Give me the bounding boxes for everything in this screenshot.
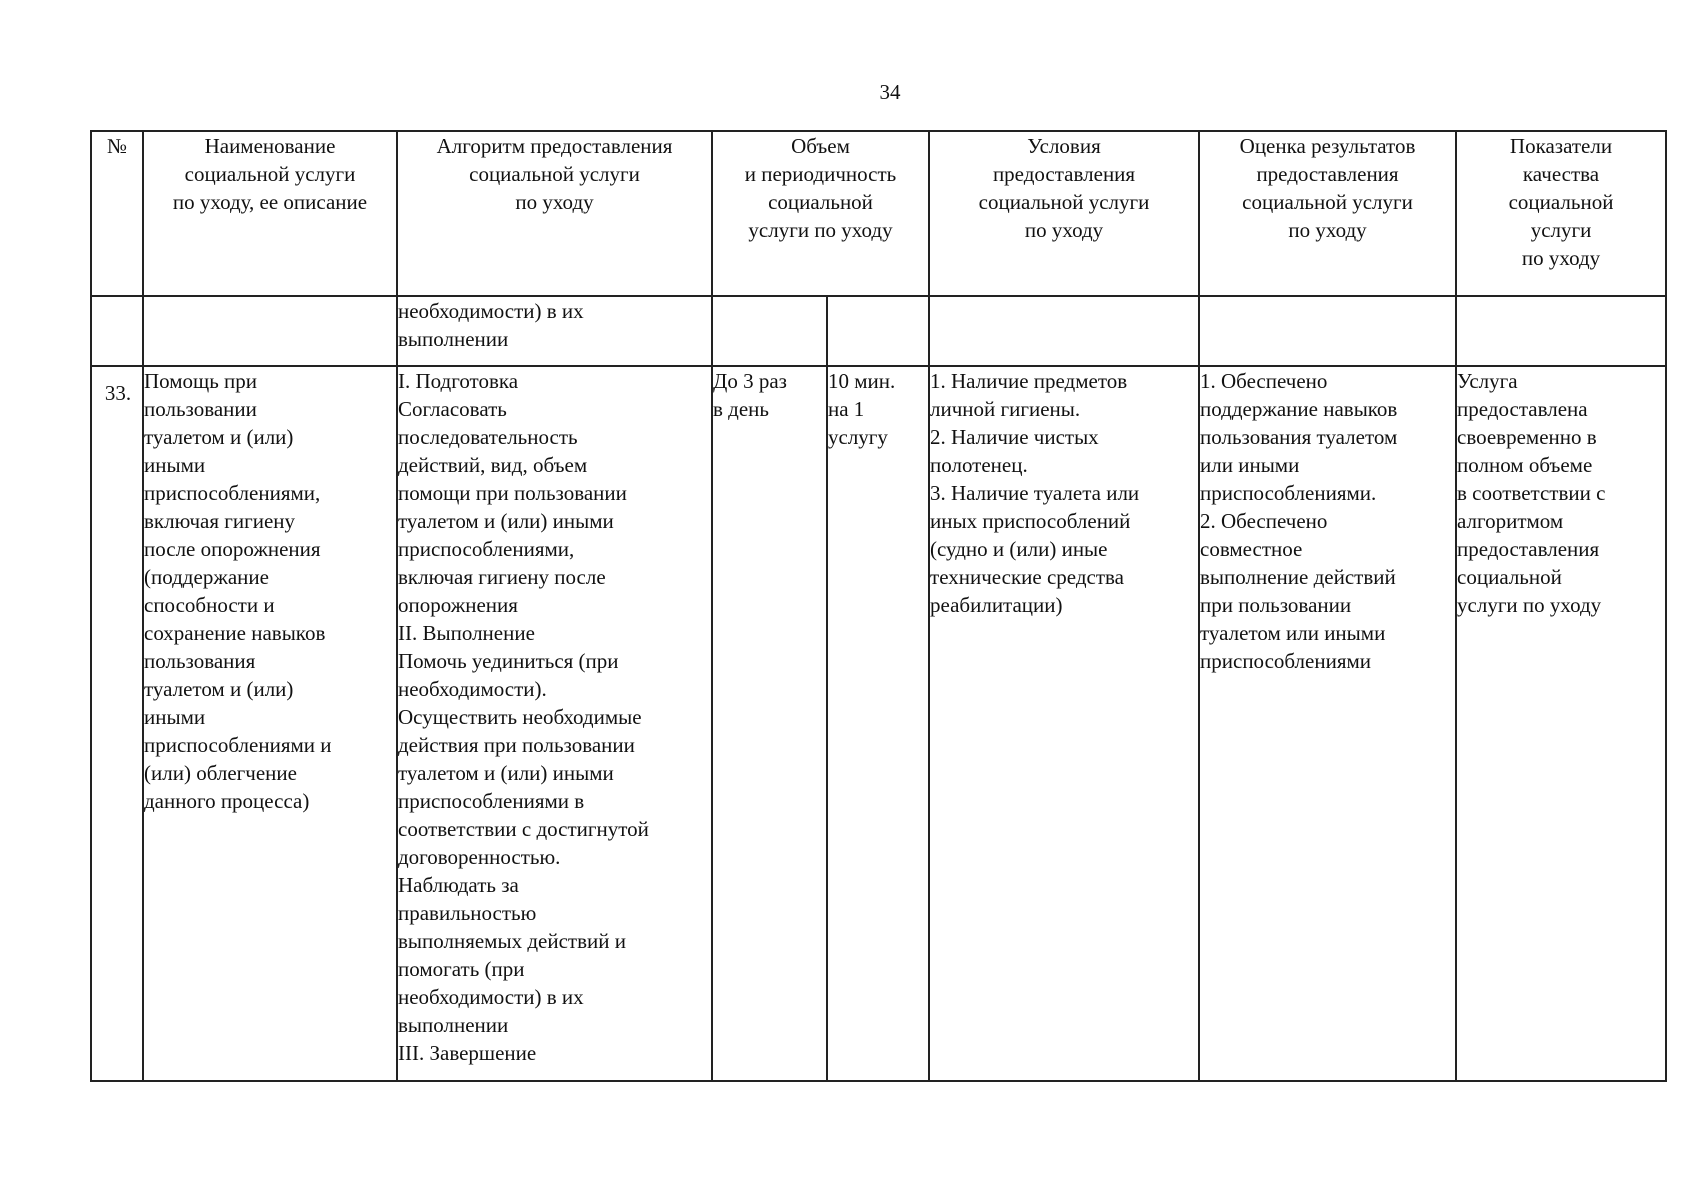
cell-frequency: До 3 раз в день [712,366,827,1081]
continuation-row [91,296,1666,366]
header-service-name: Наименование социальной услуги по уходу, ее описание [143,131,397,296]
cell-algorithm: необходимости) в их выполнении [397,296,712,366]
cell-name [143,296,397,366]
header-algorithm: Алгоритм предоставления социальной услуги по уходу [397,131,712,296]
cell-frequency [712,296,827,366]
header-indicators: Показатели качества социальной услуги по уходу [1456,131,1666,296]
cell-indicators: Услуга предоставлена своевременно в полном объеме в соответствии с алгоритмом предоставления социальной услуги по уходу [1456,366,1666,1081]
header-num: № [91,131,143,296]
header-conditions: Условия предоставления социальной услуги по уходу [929,131,1199,296]
cell-conditions [929,296,1199,366]
cell-conditions: 1. Наличие предметов личной гигиены. 2. Наличие чистых полотенец. 3. Наличие туалета или иных приспособлений (судно и (или) иные технические средства реабилитации) [929,366,1199,1081]
services-table [90,130,1667,1082]
cell-evaluation [1199,296,1456,366]
cell-duration [827,296,929,366]
cell-service-name: Помощь при пользовании туалетом и (или) иными приспособлениями, включая гигиену после опорожнения (поддержание способности и сохранение навыков пользования туалетом и (или) иными приспособлениями и (или) облегчение данного процесса) [143,366,397,1081]
cell-num: 33. [91,366,143,1081]
cell-num [91,296,143,366]
table-row-33 [91,366,1666,1081]
page-number: 34 [879,80,901,104]
cell-evaluation: 1. Обеспечено поддержание навыков пользования туалетом или иными приспособлениями. 2. Обеспечено совместное выполнение действий при пользовании туалетом или иными приспособлениями [1199,366,1456,1081]
cell-indicators [1456,296,1666,366]
cell-algorithm: I. Подготовка Согласовать последовательность действий, вид, объем помощи при пользовании туалетом и (или) иными приспособлениями, включая гигиену после опорожнения II. Выполнение Помочь уединиться (при необходимости). Осуществить необходимые действия при пользовании туалетом и (или) иными приспособлениями в соответствии с достигнутой договоренностью. Наблюдать за правильностью выполняемых действий и помогать (при необходимости) в их выполнении III. Завершение [397,366,712,1081]
cell-duration: 10 мин. на 1 услугу [827,366,929,1081]
header-volume: Объем и периодичность социальной услуги по уходу [712,131,929,296]
header-evaluation: Оценка результатов предоставления социальной услуги по уходу [1199,131,1456,296]
